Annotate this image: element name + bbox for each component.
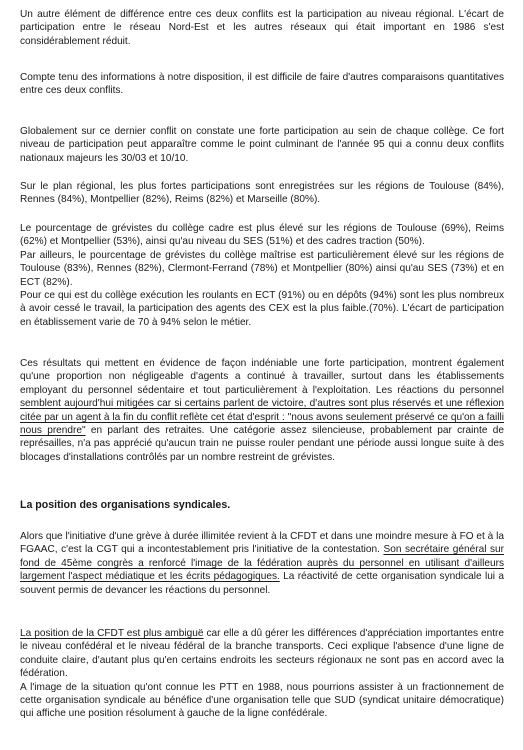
paragraph-quantitative-comparison: Compte tenu des informations à notre disposition, il est difficile de faire d'autres comparaisons quantitatives entre ces deux conflits.	[20, 72, 504, 97]
paragraph-cgt-initiative	[20, 530, 504, 597]
underlined-passage: semblent aujourd'hui mitigées car si certains parlent de victoire, d'autres sont plus réservés et une réflexion citée par un agent à la fin du conflit reflète cet état d'esprit : "nous avons seulement préservé ce qu'on a failli nous prendre"	[20, 398, 504, 437]
paragraph-regional-participation: Un autre élément de différence entre ces deux conflits est la participation au niveau régional. L'écart de participation entre le réseau Nord-Est et les autres réseaux qui était important en 1986 s'est considérablement réduit.	[20, 9, 504, 47]
paragraph-global-participation: Globalement sur ce dernier conflit on constate une forte participation au sein de chaque collège. Ce fort niveau de participation peut apparaître comme le point culminant de l'année 95 qui a connu deux conflits nationaux majeurs les 30/03 et 10/10.	[20, 126, 504, 164]
paragraph-text: Ces résultats qui mettent en évidence de façon indéniable une forte participation, montrent également qu'une proportion non négligeable d'agents a continué à travailler, surtout dans les établissements employant du personnel sédentaire et tout particulièrement à l'exploitation. Les réactions du personnel	[20, 358, 504, 396]
paragraph-text: Alors que l'initiative d'une grève à durée illimitée revient à la CFDT et dans une moindre mesure à FO et à la FGAAC, c'est la CGT qui a incontestablement pris l'initiative de la contestation.	[20, 531, 504, 556]
paragraph-text: car elle a dû gérer les différences d'appréciation importantes entre le niveau confédéral et le niveau fédéral de la branche transports. Ceci explique l'absence d'une ligne de conduite claire, d'autant plus qu'en certains endroits les secteurs régionaux ne sont pas en accord avec la fédération. A l'image de la situation qu'ont connue les PTT en 1988, nous pourrions assister à un fractionnement de cette organisation syndicale au bénéfice d'une organisation telle que SUD (syndicat unitaire démocratique) qui affiche une position résolument à gauche de la ligne confédérale.	[20, 628, 504, 720]
underlined-passage: La position de la CFDT est plus ambiguë	[20, 628, 204, 639]
paragraph-regional-plan: Sur le plan régional, les plus fortes participations sont enregistrées sur les régions de Toulouse (84%), Rennes (84%), Montpellier (82%), Reims (82%) et Marseille (80%).	[20, 181, 504, 206]
paragraph-results-reactions	[20, 357, 504, 464]
section-heading: La position des organisations syndicales.	[20, 499, 231, 511]
paragraph-text: La réactivité de cette organisation syndicale lui a souvent permis de devancer les réactions du personnel.	[20, 571, 504, 596]
paragraph-cfdt-position	[20, 627, 504, 721]
underlined-passage: Son secrétaire général sur fond de 45ème congrès a renforcé l'image de la fédération auprès du personnel en utilisant d'ailleurs largement l'aspect médiatique et les écrits pédagogiques.	[20, 544, 505, 583]
paragraph-text: en parlant des retraites. Une catégorie assez silencieuse, probablement par crainte de représailles, n'a pas apprécié qu'aucun train ne puisse rouler pendant une période aussi longue suite à des blocages d'installations contrôlés par un nombre restreint de grévistes.	[20, 425, 504, 463]
paragraph-college-percentages: Le pourcentage de grévistes du collège cadre est plus élevé sur les régions de Toulouse (69%), Reims (62%) et Montpellier (53%), ainsi qu'au niveau du SES (51%) et des cadres traction (50%). Par ailleurs, le pourcentage de grévistes du collège maîtrise est particulièrement élevé sur les régions de Toulouse (83%), Rennes (82%), Clermont-Ferrand (78%) et Montpellier (80%) ainsi qu'au SES (73%) et en ECT (82%). Pour ce qui est du collège exécution les roulants en ECT (91%) ou en dépôts (94%) sont les plus nombreux à avoir cessé le travail, la participation des agents des CEX est la plus faible.(70%). L'écart de participation en établissement varie de 70 à 94% selon le métier.	[20, 223, 504, 328]
